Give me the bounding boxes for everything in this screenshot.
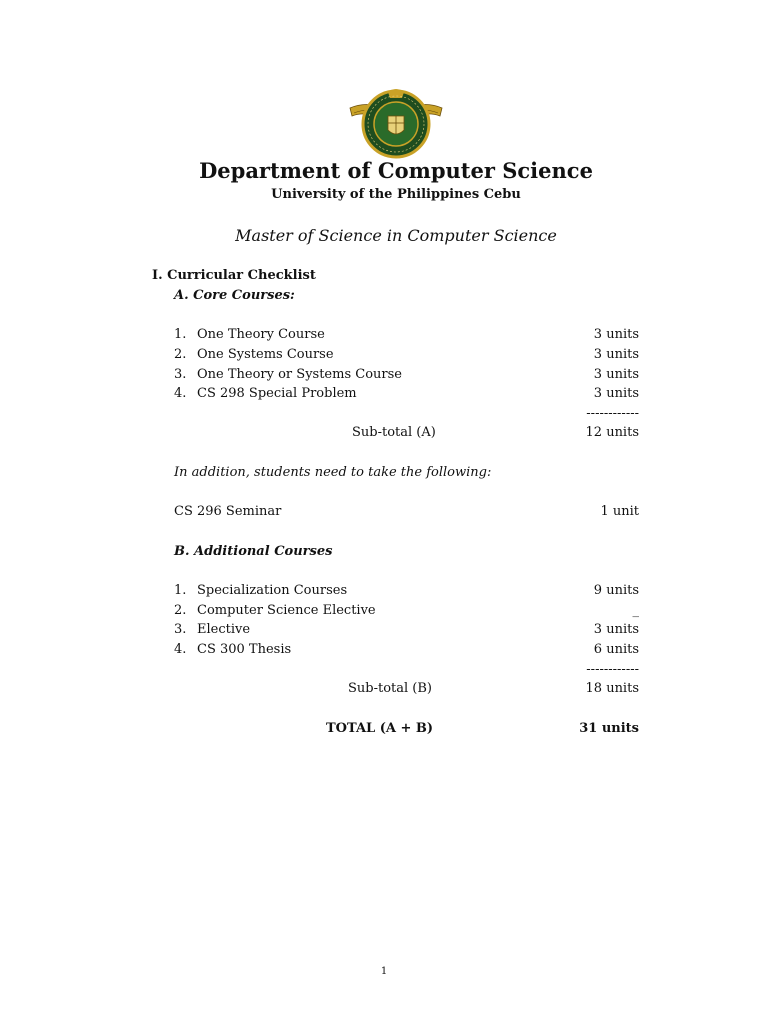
seminar-name: CS 296 Seminar	[174, 504, 282, 519]
core-item-number: 4.	[174, 386, 187, 401]
addition-note: In addition, students need to take the following:	[174, 465, 492, 480]
core-item-number: 1.	[174, 327, 187, 342]
total-label: TOTAL (A + B)	[326, 721, 434, 736]
additional-item-number: 1.	[174, 583, 187, 598]
additional-item-number: 2.	[174, 603, 187, 618]
core-divider: ------------	[586, 406, 639, 421]
core-item-name: One Theory Course	[197, 327, 325, 342]
core-item-name: CS 298 Special Problem	[197, 386, 357, 401]
additional-item-units: 6 units	[593, 642, 639, 657]
core-item-units: 3 units	[593, 327, 639, 342]
section-heading: I. Curricular Checklist	[152, 268, 316, 283]
additional-item-name: Elective	[197, 622, 251, 637]
core-item-number: 2.	[174, 347, 187, 362]
additional-item-name: CS 300 Thesis	[197, 642, 292, 657]
seminar-units: 1 unit	[600, 504, 639, 519]
additional-item-number: 3.	[174, 622, 187, 637]
additional-item-units: _	[632, 603, 639, 618]
university-name: University of the Philippines Cebu	[271, 187, 521, 202]
additional-item-units: 9 units	[593, 583, 639, 598]
core-item-name: One Theory or Systems Course	[197, 367, 402, 382]
total-units: 31 units	[579, 721, 639, 736]
additional-subtotal-label: Sub-total (B)	[348, 681, 433, 696]
core-item-units: 3 units	[593, 386, 639, 401]
page-number: 1	[380, 966, 388, 977]
additional-courses-heading: B. Additional Courses	[174, 544, 333, 559]
additional-item-number: 4.	[174, 642, 187, 657]
core-subtotal-units: 12 units	[585, 425, 639, 440]
additional-divider: ------------	[586, 662, 639, 677]
core-item-number: 3.	[174, 367, 187, 382]
additional-subtotal-units: 18 units	[585, 681, 639, 696]
university-seal-logo	[348, 86, 444, 160]
core-item-units: 3 units	[593, 367, 639, 382]
core-subtotal-label: Sub-total (A)	[352, 425, 436, 440]
core-courses-heading: A. Core Courses:	[174, 288, 295, 303]
additional-item-name: Specialization Courses	[197, 583, 348, 598]
additional-item-units: 3 units	[593, 622, 639, 637]
core-item-name: One Systems Course	[197, 347, 334, 362]
program-title: Master of Science in Computer Science	[235, 226, 557, 245]
additional-item-name: Computer Science Elective	[197, 603, 376, 618]
page-title: Department of Computer Science	[199, 158, 593, 183]
core-item-units: 3 units	[593, 347, 639, 362]
